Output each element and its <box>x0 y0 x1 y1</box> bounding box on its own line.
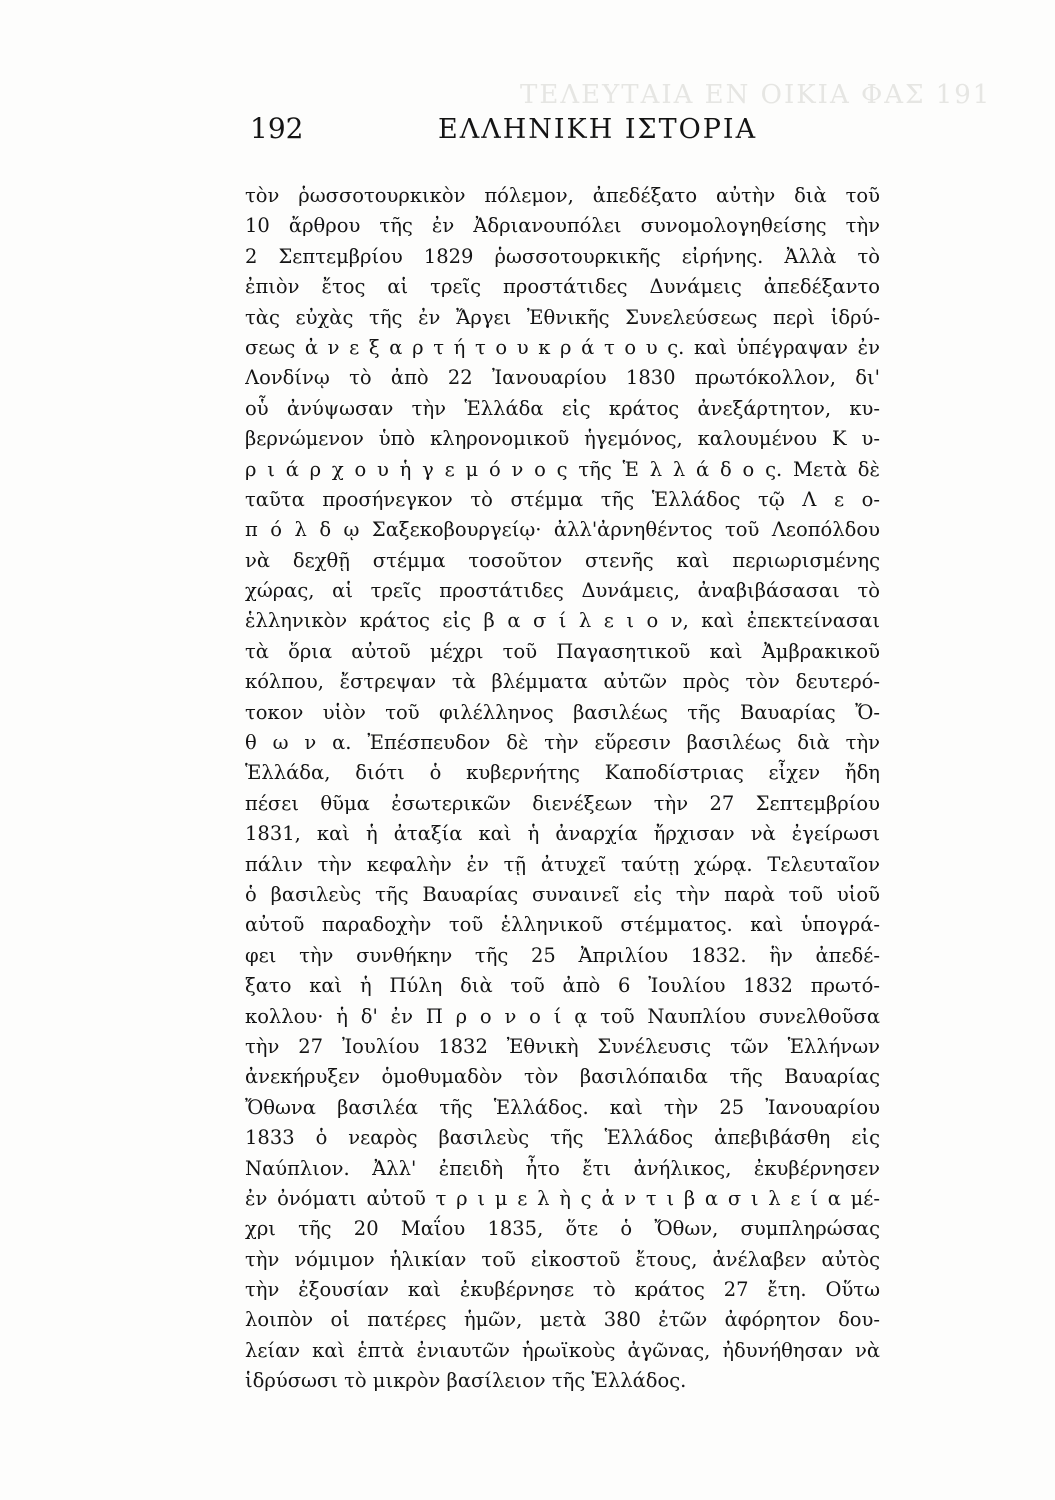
page-header <box>250 112 890 152</box>
page-number: 192 <box>250 112 304 145</box>
text-line: χώρας, αἱ τρεῖς προστάτιδες Δυνάμεις, ἀναβιβάσασαι τὸ <box>245 579 880 603</box>
text-line: κόλπου, ἔστρεψαν τὰ βλέμματα αὐτῶν πρὸς τὸν δευτερό- <box>245 670 880 694</box>
text-line: πέσει θῦμα ἐσωτερικῶν διενέξεων τὴν 27 Σεπτεμβρίου <box>245 791 880 815</box>
text-line: ὁ βασιλεὺς τῆς Βαυαρίας συναινεῖ εἰς τὴν παρὰ τοῦ υἱοῦ <box>245 882 880 906</box>
text-line: φει τὴν συνθήκην τῆς 25 Ἀπριλίου 1832. ἣν ἀπεδέ- <box>245 943 880 967</box>
text-line: βερνώμενον ὑπὸ κληρονομικοῦ ἡγεμόνος, καλουμένου Κ υ- <box>245 427 880 451</box>
text-line: Λονδίνῳ τὸ ἀπὸ 22 Ἰανουαρίου 1830 πρωτόκολλον, δι' <box>245 366 880 390</box>
text-line: τὴν 27 Ἰουλίου 1832 Ἐθνικὴ Συνέλευσις τῶν Ἑλλήνων <box>245 1034 880 1058</box>
text-line: Ὄθωνα βασιλέα τῆς Ἑλλάδος. καὶ τὴν 25 Ἰανουαρίου <box>245 1095 880 1119</box>
text-line: οὗ ἀνύψωσαν τὴν Ἑλλάδα εἰς κράτος ἀνεξάρτητον, κυ- <box>245 396 880 420</box>
text-line: ταῦτα προσήνεγκον τὸ στέμμα τῆς Ἑλλάδος τῷ Λ ε ο- <box>245 487 880 511</box>
bleed-through-text: ΤΕΛΕΥΤΑΙΑ ΕΝ ΟΙΚΙΑ ΦΑΣ 191 <box>520 80 992 110</box>
text-line: τοκον υἱὸν τοῦ φιλέλληνος βασιλέως τῆς Βαυαρίας Ὄ- <box>245 700 880 724</box>
text-line: σεως ἀ ν ε ξ α ρ τ ή τ ο υ κ ρ ά τ ο υ ς. καὶ ὑπέγραψαν ἐν <box>245 335 880 359</box>
text-line: τὴν νόμιμον ἡλικίαν τοῦ εἰκοστοῦ ἔτους, ἀνέλαβεν αὐτὸς <box>245 1247 880 1271</box>
text-line: τὴν ἐξουσίαν καὶ ἐκυβέρνησε τὸ κράτος 27 ἔτη. Οὕτω <box>245 1278 880 1302</box>
text-line: Ναύπλιον. Ἀλλ' ἐπειδὴ ἦτο ἔτι ἀνήλικος, ἐκυβέρνησεν <box>245 1156 880 1180</box>
text-line: ἑλληνικὸν κράτος εἰς β α σ ί λ ε ι ο ν, καὶ ἐπεκτείνασαι <box>245 609 880 633</box>
text-line: ἐν ὀνόματι αὐτοῦ τ ρ ι μ ε λ ὴ ς ἀ ν τ ι β α σ ι λ ε ί α μέ- <box>245 1186 880 1210</box>
text-line: τὰ ὅρια αὐτοῦ μέχρι τοῦ Παγασητικοῦ καὶ Ἀμβρακικοῦ <box>245 639 880 663</box>
text-line: 10 ἄρθρου τῆς ἐν Ἀδριανουπόλει συνομολογηθείσης τὴν <box>245 214 880 238</box>
text-line: τὰς εὐχὰς τῆς ἐν Ἄργει Ἐθνικῆς Συνελεύσεως περὶ ἱδρύ- <box>245 305 880 329</box>
text-line: 1833 ὁ νεαρὸς βασιλεὺς τῆς Ἑλλάδος ἀπεβιβάσθη εἰς <box>245 1126 880 1150</box>
text-line: ἐπιὸν ἔτος αἱ τρεῖς προστάτιδες Δυνάμεις ἀπεδέξαντο <box>245 275 880 299</box>
text-line: Ἑλλάδα, διότι ὁ κυβερνήτης Καποδίστριας εἶχεν ἤδη <box>245 761 880 785</box>
text-line: λείαν καὶ ἑπτὰ ἐνιαυτῶν ἡρωϊκοὺς ἀγῶνας, ἠδυνήθησαν νὰ <box>245 1338 880 1362</box>
text-line: ξατο καὶ ἡ Πύλη διὰ τοῦ ἀπὸ 6 Ἰουλίου 1832 πρωτό- <box>245 974 880 998</box>
text-line: αὐτοῦ παραδοχὴν τοῦ ἑλληνικοῦ στέμματος. καὶ ὑπογρά- <box>245 913 880 937</box>
text-line: ἀνεκήρυξεν ὁμοθυμαδὸν τὸν βασιλόπαιδα τῆς Βαυαρίας <box>245 1065 880 1089</box>
text-line: 1831, καὶ ἡ ἀταξία καὶ ἡ ἀναρχία ἤρχισαν νὰ ἐγείρωσι <box>245 822 880 846</box>
body-text <box>245 181 880 1397</box>
text-line: ρ ι ά ρ χ ο υ ἡ γ ε μ ό ν ο ς τῆς Ἑ λ λ ά δ ο ς. Μετὰ δὲ <box>245 457 880 481</box>
running-title: ΕΛΛΗΝΙΚΗ ΙΣΤΟΡΙΑ <box>438 114 758 145</box>
text-line: 2 Σεπτεμβρίου 1829 ῥωσσοτουρκικῆς εἰρήνης. Ἀλλὰ τὸ <box>245 244 880 268</box>
text-line: θ ω ν α. Ἐπέσπευδον δὲ τὴν εὕρεσιν βασιλέως διὰ τὴν <box>245 731 880 755</box>
text-line: νὰ δεχθῇ στέμμα τοσοῦτον στενῆς καὶ περιωρισμένης <box>245 548 880 572</box>
text-line: τὸν ῥωσσοτουρκικὸν πόλεμον, ἀπεδέξατο αὐτὴν διὰ τοῦ <box>245 184 880 207</box>
text-line: πάλιν τὴν κεφαλὴν ἐν τῇ ἀτυχεῖ ταύτῃ χώρᾳ. Τελευταῖον <box>245 852 880 876</box>
text-line: π ό λ δ ῳ Σαξεκοβουργείῳ· ἀλλ'ἀρνηθέντος τοῦ Λεοπόλδου <box>245 518 880 542</box>
text-line: χρι τῆς 20 Μαΐου 1835, ὅτε ὁ Ὄθων, συμπληρώσας <box>245 1217 880 1241</box>
text-line: λοιπὸν οἱ πατέρες ἡμῶν, μετὰ 380 ἐτῶν ἀφόρητον δου- <box>245 1308 880 1332</box>
text-line: κολλου· ἡ δ' ἐν Π ρ ο ν ο ί ᾳ τοῦ Ναυπλίου συνελθοῦσα <box>245 1004 880 1028</box>
text-line: ἱδρύσωσι τὸ μικρὸν βασίλειον τῆς Ἑλλάδος. <box>245 1369 687 1393</box>
